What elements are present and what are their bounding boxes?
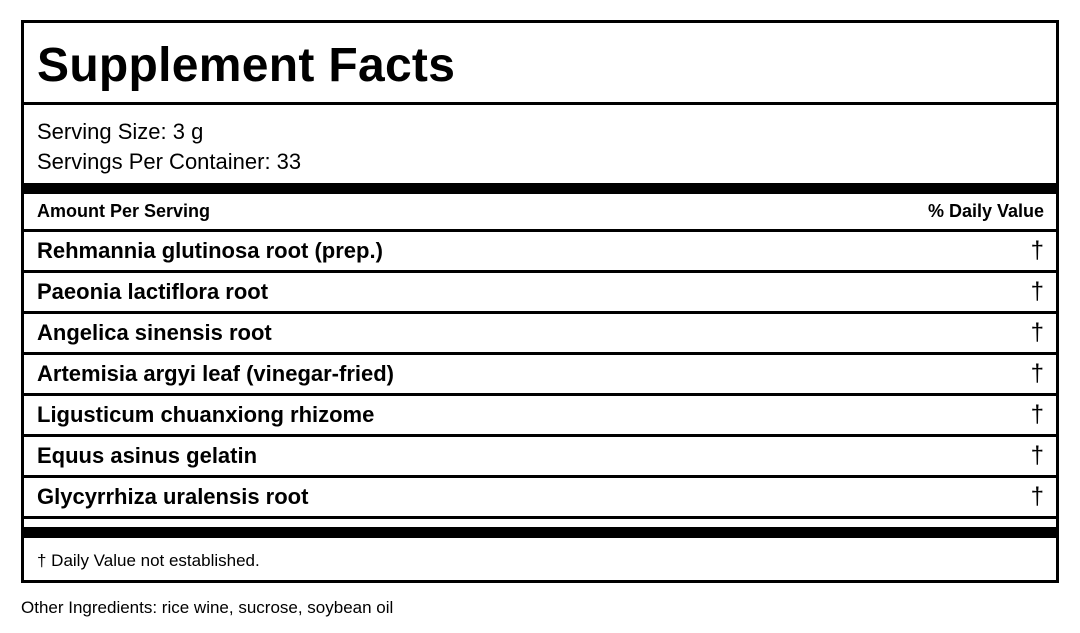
ingredient-name: Angelica sinensis root: [37, 320, 272, 345]
supplement-facts-panel: [21, 20, 1059, 583]
other-ingredients: Other Ingredients: rice wine, sucrose, soybean oil: [21, 598, 394, 617]
serving-size: Serving Size: 3 g: [37, 119, 204, 144]
ingredient-name: Ligusticum chuanxiong rhizome: [37, 402, 375, 427]
ingredient-row: [24, 478, 1056, 516]
ingredient-name: Paeonia lactiflora root: [37, 279, 269, 304]
panel-title: Supplement Facts: [37, 39, 456, 92]
ingredient-row: [24, 232, 1056, 270]
daily-value-dagger: †: [1030, 278, 1044, 305]
ingredient-name: Glycyrrhiza uralensis root: [37, 484, 309, 509]
daily-value-dagger: †: [1030, 360, 1044, 387]
footnote: † Daily Value not established.: [37, 551, 260, 570]
thick-divider: [24, 183, 1056, 194]
amount-per-serving-label: Amount Per Serving: [37, 201, 211, 221]
ingredient-row: [24, 437, 1056, 475]
ingredient-name: Equus asinus gelatin: [37, 443, 258, 468]
thick-divider: [24, 527, 1056, 538]
daily-value-dagger: †: [1030, 442, 1044, 469]
ingredient-row: [24, 396, 1056, 434]
ingredient-row: [24, 355, 1056, 393]
ingredient-name: Rehmannia glutinosa root (prep.): [37, 238, 383, 263]
spacer: [24, 519, 1056, 527]
servings-per-container: Servings Per Container: 33: [37, 149, 302, 174]
daily-value-dagger: †: [1030, 483, 1044, 510]
daily-value-dagger: †: [1030, 237, 1044, 264]
ingredient-row: [24, 314, 1056, 352]
ingredient-name: Artemisia argyi leaf (vinegar-fried): [37, 361, 395, 386]
daily-value-label: % Daily Value: [927, 201, 1044, 221]
column-header: [24, 194, 1056, 229]
daily-value-dagger: †: [1030, 319, 1044, 346]
ingredient-row: [24, 273, 1056, 311]
daily-value-dagger: †: [1030, 401, 1044, 428]
serving-info: [24, 105, 1056, 183]
